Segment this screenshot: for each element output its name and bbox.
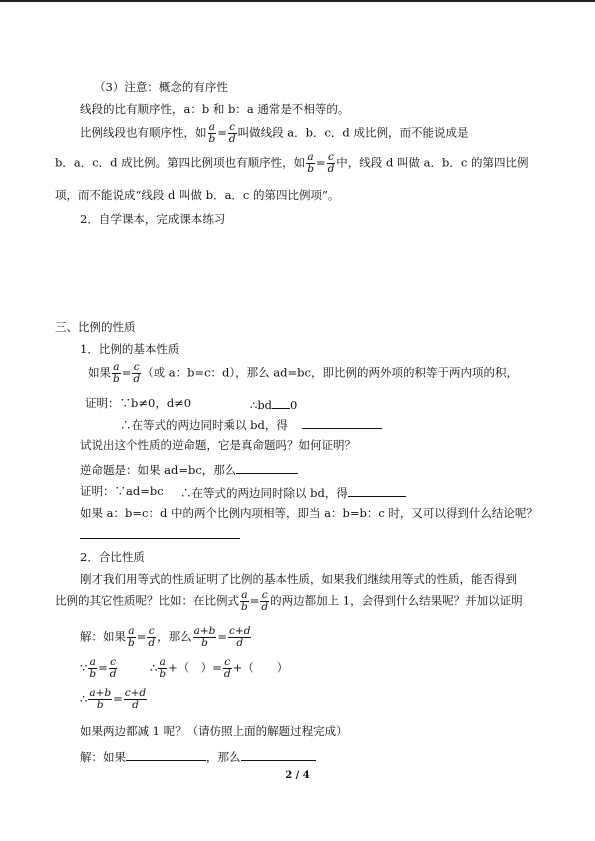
basic-property-statement: 如果 $\frac{a}{b}$ = $\frac{c}{d}$ （或 a：b=c：d），那么 ad=bc，即比例的两外项的积等于两内项的积， bbox=[88, 361, 518, 385]
subtract-solution: 解：如果 ，那么 bbox=[80, 748, 316, 765]
page-top-rule bbox=[0, 0, 595, 2]
answer-blank[interactable] bbox=[272, 396, 290, 409]
fraction-a-over-b: $\frac{a}{b}$ bbox=[241, 589, 248, 613]
fourth-proportional-line: b．a．c．d 成比例。第四比例项也有顺序性，如 $\frac{a}{b}$ = $\frac{c}{d}$ 中，线段 d 叫做 a．b．c 的第四比例 bbox=[55, 151, 529, 175]
section-heading: 三、比例的性质 bbox=[55, 320, 136, 334]
multiply-step: ∴在等式的两边同时乘以 bd，得 bbox=[120, 416, 382, 433]
subtract-question: 如果两边都减 1 呢？（请仿照上面的解题过程完成） bbox=[80, 724, 348, 738]
fraction-a-over-b: $\frac{a}{b}$ bbox=[208, 121, 216, 145]
answer-blank[interactable] bbox=[126, 748, 206, 761]
fourth-proportional-cont: 项，而不能说成“线段 d 叫做 b．a．c 的第四比例项”。 bbox=[55, 188, 340, 202]
fraction-c-plus-d-over-d: $\frac{c+d}{d}$ bbox=[229, 625, 251, 649]
page-number: 2 / 4 bbox=[285, 770, 310, 781]
answer-blank[interactable] bbox=[302, 416, 382, 429]
answer-line[interactable] bbox=[80, 538, 240, 539]
sum-property-heading: 2．合比性质 bbox=[80, 550, 145, 564]
note-heading: （3）注意：概念的有序性 bbox=[94, 80, 228, 94]
converse-statement: 逆命题是：如果 ad=bc，那么 bbox=[80, 461, 298, 478]
ratio-order-text: 线段的比有顺序性，a：b 和 b：a 通常是不相等的。 bbox=[80, 102, 350, 116]
answer-blank[interactable] bbox=[241, 748, 316, 761]
proportion-order-line: 比例线段也有顺序性，如 $\frac{a}{b}$ = $\frac{c}{d}$ 叫做线段 a．b．c．d 成比例，而不能说成是 bbox=[80, 121, 469, 145]
fraction-c-over-d: $\frac{c}{d}$ bbox=[327, 151, 335, 175]
fraction-c-over-d: $\frac{c}{d}$ bbox=[228, 121, 236, 145]
sum-question-line: 比例的其它性质呢？比如：在比例式 $\frac{a}{b}$ = $\frac{c}{d}$ 的两边都加上 1，会得到什么结果呢？并加以证明 bbox=[55, 589, 523, 613]
proof-blank-line: ∴bd 0 bbox=[250, 398, 298, 412]
converse-question: 试说出这个性质的逆命题，它是真命题吗？如何证明？ bbox=[80, 438, 356, 452]
conclusion-step: ∴ $\frac{a+b}{b}$ = $\frac{c+d}{d}$ bbox=[80, 687, 147, 711]
proof-line: 证明：∵b≠0，d≠0 bbox=[85, 396, 192, 410]
basic-property-heading: 1．比例的基本性质 bbox=[80, 342, 180, 356]
fraction-a-over-b: $\frac{a}{b}$ bbox=[307, 151, 314, 175]
because-step: ∵ $\frac{a}{b}$ = $\frac{c}{d}$ bbox=[80, 656, 117, 680]
fraction-a-plus-b-over-b: $\frac{a+b}{b}$ bbox=[193, 625, 216, 649]
converse-proof-a: 证明：∵ad=bc bbox=[80, 484, 164, 498]
answer-blank[interactable] bbox=[236, 461, 298, 474]
fraction-c-over-d: $\frac{c}{d}$ bbox=[261, 589, 269, 613]
fraction-a-over-b: $\frac{a}{b}$ bbox=[113, 361, 120, 385]
fraction-c-over-d: $\frac{c}{d}$ bbox=[133, 361, 141, 385]
solution-line: 解：如果 $\frac{a}{b}$ = $\frac{c}{d}$ ，那么 $\frac{a+b}{b}$ = $\frac{c+d}{d}$ bbox=[80, 625, 251, 649]
sum-intro-text: 刚才我们用等式的性质证明了比例的基本性质，如果我们继续用等式的性质，能否得到 bbox=[80, 572, 517, 586]
self-study-text: 2．自学课本，完成课本练习 bbox=[80, 212, 226, 226]
converse-proof-b: ∴在等式的两边同时除以 bd，得 bbox=[180, 484, 406, 501]
answer-blank[interactable] bbox=[348, 484, 406, 497]
mean-proportional-question: 如果 a：b=c：d 中的两个比例内项相等，即当 a：b=b：c 时，又可以得到什么结论呢？ bbox=[80, 506, 538, 520]
add-one-step: ∴ $\frac{a}{b}$ +（ ）= $\frac{c}{d}$ +（ ） bbox=[150, 656, 289, 680]
